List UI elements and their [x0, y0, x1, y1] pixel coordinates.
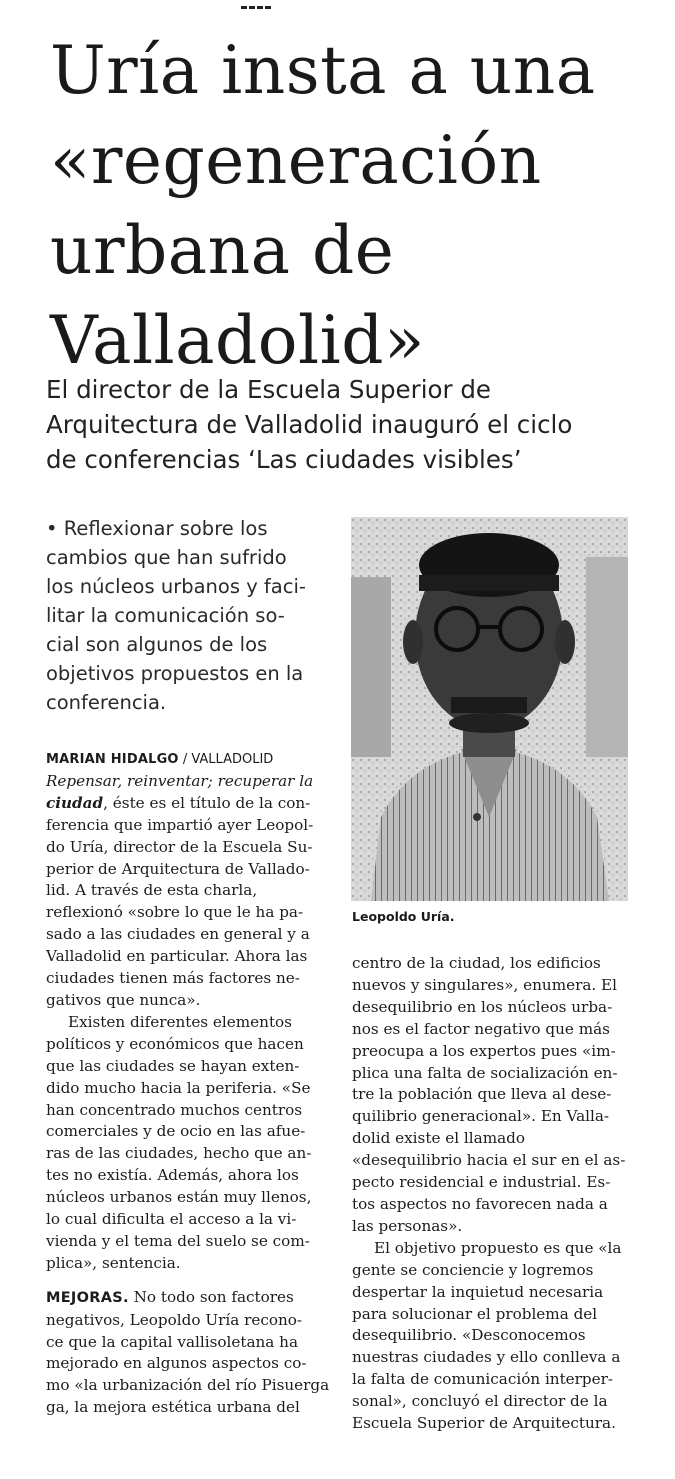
body-line: Existen diferentes elementos — [68, 1012, 292, 1031]
headline — [50, 26, 650, 386]
byline-author: MARIAN HIDALGO — [46, 752, 179, 767]
body-line: han concentrado muchos centros — [46, 1100, 303, 1119]
body-line: nos es el factor negativo que más — [352, 1019, 610, 1038]
body-line: ga, la mejora estética urbana del — [46, 1398, 300, 1417]
article-column-1 — [46, 748, 334, 1419]
lead-rest: , éste es el título de la con- — [103, 793, 311, 812]
summary-line: objetivos propuestos en la — [46, 662, 304, 685]
body-line: gativos que nunca». — [46, 990, 201, 1009]
body-line: nuevos y singulares», enumera. El — [352, 975, 617, 994]
body-line: despertar la inquietud necesaria — [352, 1282, 604, 1301]
body-line: reflexionó «sobre lo que le ha pa- — [46, 903, 304, 922]
subheadline — [46, 372, 656, 477]
summary-line: cambios que han sufrido — [46, 546, 287, 569]
body-line: para solucionar el problema del — [352, 1304, 598, 1323]
body-line: gente se conciencie y logremos — [352, 1260, 594, 1279]
body-line: tre la población que lleva al dese- — [352, 1085, 612, 1104]
body-line: núcleos urbanos están muy llenos, — [46, 1188, 312, 1207]
body-line: lo cual dificulta el acceso a la vi- — [46, 1210, 297, 1229]
byline — [46, 748, 334, 771]
lead-line: Repensar, reinventar; recuperar la — [46, 771, 314, 790]
byline-city: VALLADOLID — [191, 752, 274, 767]
body-line: Escuela Superior de Arquitectura. — [352, 1414, 616, 1433]
body-line: Valladolid en particular. Ahora las — [46, 947, 308, 966]
body-line: nuestras ciudades y ello conlleva a — [352, 1348, 621, 1367]
body-line: «desequilibrio hacia el sur en el as- — [352, 1151, 626, 1170]
body-line: negativos, Leopoldo Uría recono- — [46, 1310, 303, 1329]
body-line: sonal», concluyó el director de la — [352, 1392, 608, 1411]
body-line — [46, 1287, 334, 1310]
body-line: ras de las ciudades, hecho que an- — [46, 1144, 312, 1163]
body-line: preocupa a los expertos pues «im- — [352, 1041, 616, 1060]
photo-caption: Leopoldo Uría. — [352, 909, 455, 924]
body-line: tes no existía. Además, ahora los — [46, 1166, 299, 1185]
headline-line: Valladolid» — [50, 302, 425, 379]
portrait-illustration — [351, 517, 628, 901]
lead-line — [46, 793, 334, 815]
body-line: lid. A través de esta charla, — [46, 881, 258, 900]
body-line: sado a las ciudades en general y a — [46, 925, 310, 944]
body-line: desequilibrio. «Desconocemos — [352, 1326, 586, 1345]
summary-line: litar la comunicación so- — [46, 604, 285, 627]
summary-line: cial son algunos de los — [46, 633, 268, 656]
summary-line: los núcleos urbanos y faci- — [46, 575, 306, 598]
article-column-2 — [352, 953, 636, 1435]
body-line: quilibrio generacional». En Valla- — [352, 1107, 610, 1126]
body-line: las personas». — [352, 1216, 463, 1235]
byline-separator: / — [178, 752, 192, 767]
body-line: comerciales y de ocio en las afue- — [46, 1122, 306, 1141]
top-dash-mark — [241, 6, 271, 12]
body-line: plica», sentencia. — [46, 1253, 181, 1272]
body-line: mejorado en algunos aspectos co- — [46, 1354, 307, 1373]
body-line: políticos y económicos que hacen — [46, 1034, 304, 1053]
headline-line: Uría insta a una — [50, 32, 596, 109]
lead-emphasis: ciudad — [46, 793, 104, 812]
subheadline-line: El director de la Escuela Superior de — [46, 375, 491, 404]
body-line: El objetivo propuesto es que «la — [374, 1238, 622, 1257]
body-line: centro de la ciudad, los edificios — [352, 954, 601, 972]
summary-line: conferencia. — [46, 691, 167, 714]
body-line-rest: No todo son factores — [128, 1287, 294, 1306]
section-heading: MEJORAS. — [46, 1289, 129, 1306]
body-line: desequilibrio en los núcleos urba- — [352, 997, 613, 1016]
body-line: ciudades tienen más factores ne- — [46, 969, 300, 988]
body-line: vienda y el tema del suelo se com- — [46, 1231, 310, 1250]
body-line: tos aspectos no favorecen nada a — [352, 1194, 608, 1213]
body-line: ferencia que impartió ayer Leopol- — [46, 815, 314, 834]
body-line: ce que la capital vallisoletana ha — [46, 1332, 299, 1351]
summary-box — [46, 514, 346, 717]
body-line: que las ciudades se hayan exten- — [46, 1056, 300, 1075]
subheadline-line: Arquitectura de Valladolid inauguró el ciclo — [46, 410, 573, 439]
body-line: mo «la urbanización del río Pisuerga — [46, 1376, 330, 1395]
body-line: plica una falta de socialización en- — [352, 1063, 618, 1082]
headline-line: urbana de — [50, 212, 395, 289]
paragraph-gap — [46, 1275, 334, 1287]
body-line: dido mucho hacia la periferia. «Se — [46, 1078, 311, 1097]
body-line: la falta de comunicación interper- — [352, 1370, 614, 1389]
headline-line: «regeneración — [50, 122, 542, 199]
portrait-photo — [351, 517, 628, 901]
body-line: pecto residencial e industrial. Es- — [352, 1173, 611, 1192]
body-line: dolid existe el llamado — [352, 1129, 526, 1148]
body-line: perior de Arquitectura de Vallado- — [46, 859, 310, 878]
subheadline-line: de conferencias ‘Las ciudades visibles’ — [46, 445, 522, 474]
body-line: do Uría, director de la Escuela Su- — [46, 837, 313, 856]
summary-line: • Reflexionar sobre los — [46, 517, 268, 540]
